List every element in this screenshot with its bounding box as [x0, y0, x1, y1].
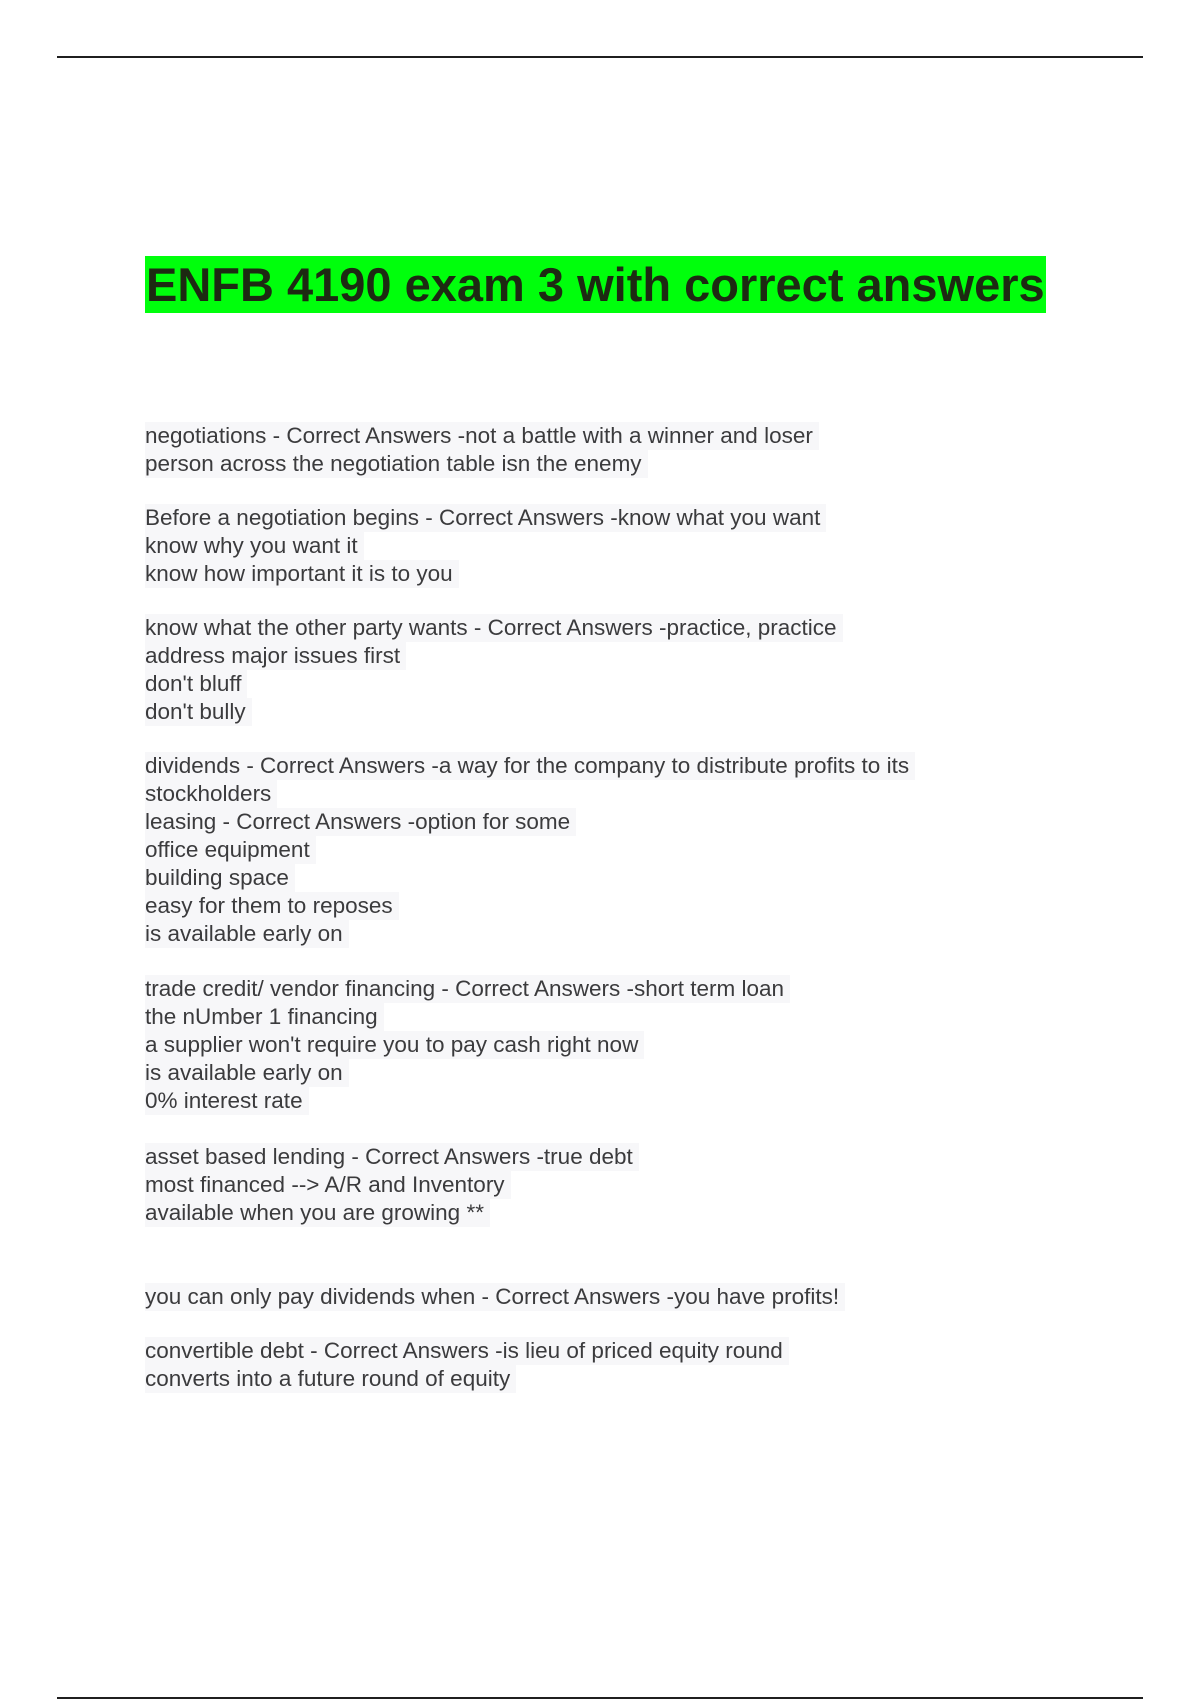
entry-negotiations — [145, 422, 1105, 478]
entry-line: dividends - Correct Answers -a way for the company to distribute profits to its — [145, 752, 915, 780]
document-body — [145, 422, 1105, 1393]
entry-line: office equipment — [145, 836, 316, 864]
entry-asset-based-lending — [145, 1143, 1105, 1227]
header-rule — [57, 56, 1143, 58]
entry-line: know what the other party wants - Correct Answers -practice, practice — [145, 614, 843, 642]
entry-before-negotiation — [145, 504, 1105, 588]
entry-line: negotiations - Correct Answers -not a battle with a winner and loser — [145, 422, 819, 450]
entry-line: stockholders — [145, 780, 277, 808]
entry-line: converts into a future round of equity — [145, 1365, 516, 1393]
entry-line: 0% interest rate — [145, 1087, 309, 1115]
entry-line: address major issues first — [145, 642, 406, 670]
entry-pay-dividends — [145, 1283, 1105, 1311]
entry-line: you can only pay dividends when - Correct Answers -you have profits! — [145, 1283, 845, 1311]
entry-line: asset based lending - Correct Answers -true debt — [145, 1143, 639, 1171]
entry-line: convertible debt - Correct Answers -is lieu of priced equity round — [145, 1337, 789, 1365]
entry-line: building space — [145, 864, 295, 892]
document-title: ENFB 4190 exam 3 with correct answers — [146, 258, 1045, 311]
entry-line: most financed --> A/R and Inventory — [145, 1171, 511, 1199]
entry-line: leasing - Correct Answers -option for some — [145, 808, 576, 836]
entry-line: know why you want it — [145, 532, 364, 560]
entry-line: know how important it is to you — [145, 560, 459, 588]
footer-rule — [57, 1697, 1143, 1699]
entry-line: is available early on — [145, 1059, 349, 1087]
entry-line: available when you are growing ** — [145, 1199, 490, 1227]
entry-line: don't bully — [145, 698, 252, 726]
entry-trade-credit — [145, 975, 1105, 1115]
entry-line: the nUmber 1 financing — [145, 1003, 384, 1031]
entry-line: trade credit/ vendor financing - Correct Answers -short term loan — [145, 975, 790, 1003]
entry-convertible-debt — [145, 1337, 1105, 1393]
entry-line: Before a negotiation begins - Correct Answers -know what you want — [145, 504, 826, 532]
entry-line: is available early on — [145, 920, 349, 948]
entry-line: easy for them to reposes — [145, 892, 399, 920]
entry-line: person across the negotiation table isn the enemy — [145, 450, 648, 478]
entry-line: a supplier won't require you to pay cash right now — [145, 1031, 644, 1059]
entry-dividends-leasing — [145, 752, 1105, 948]
entry-line: don't bluff — [145, 670, 247, 698]
entry-other-party — [145, 614, 1105, 726]
